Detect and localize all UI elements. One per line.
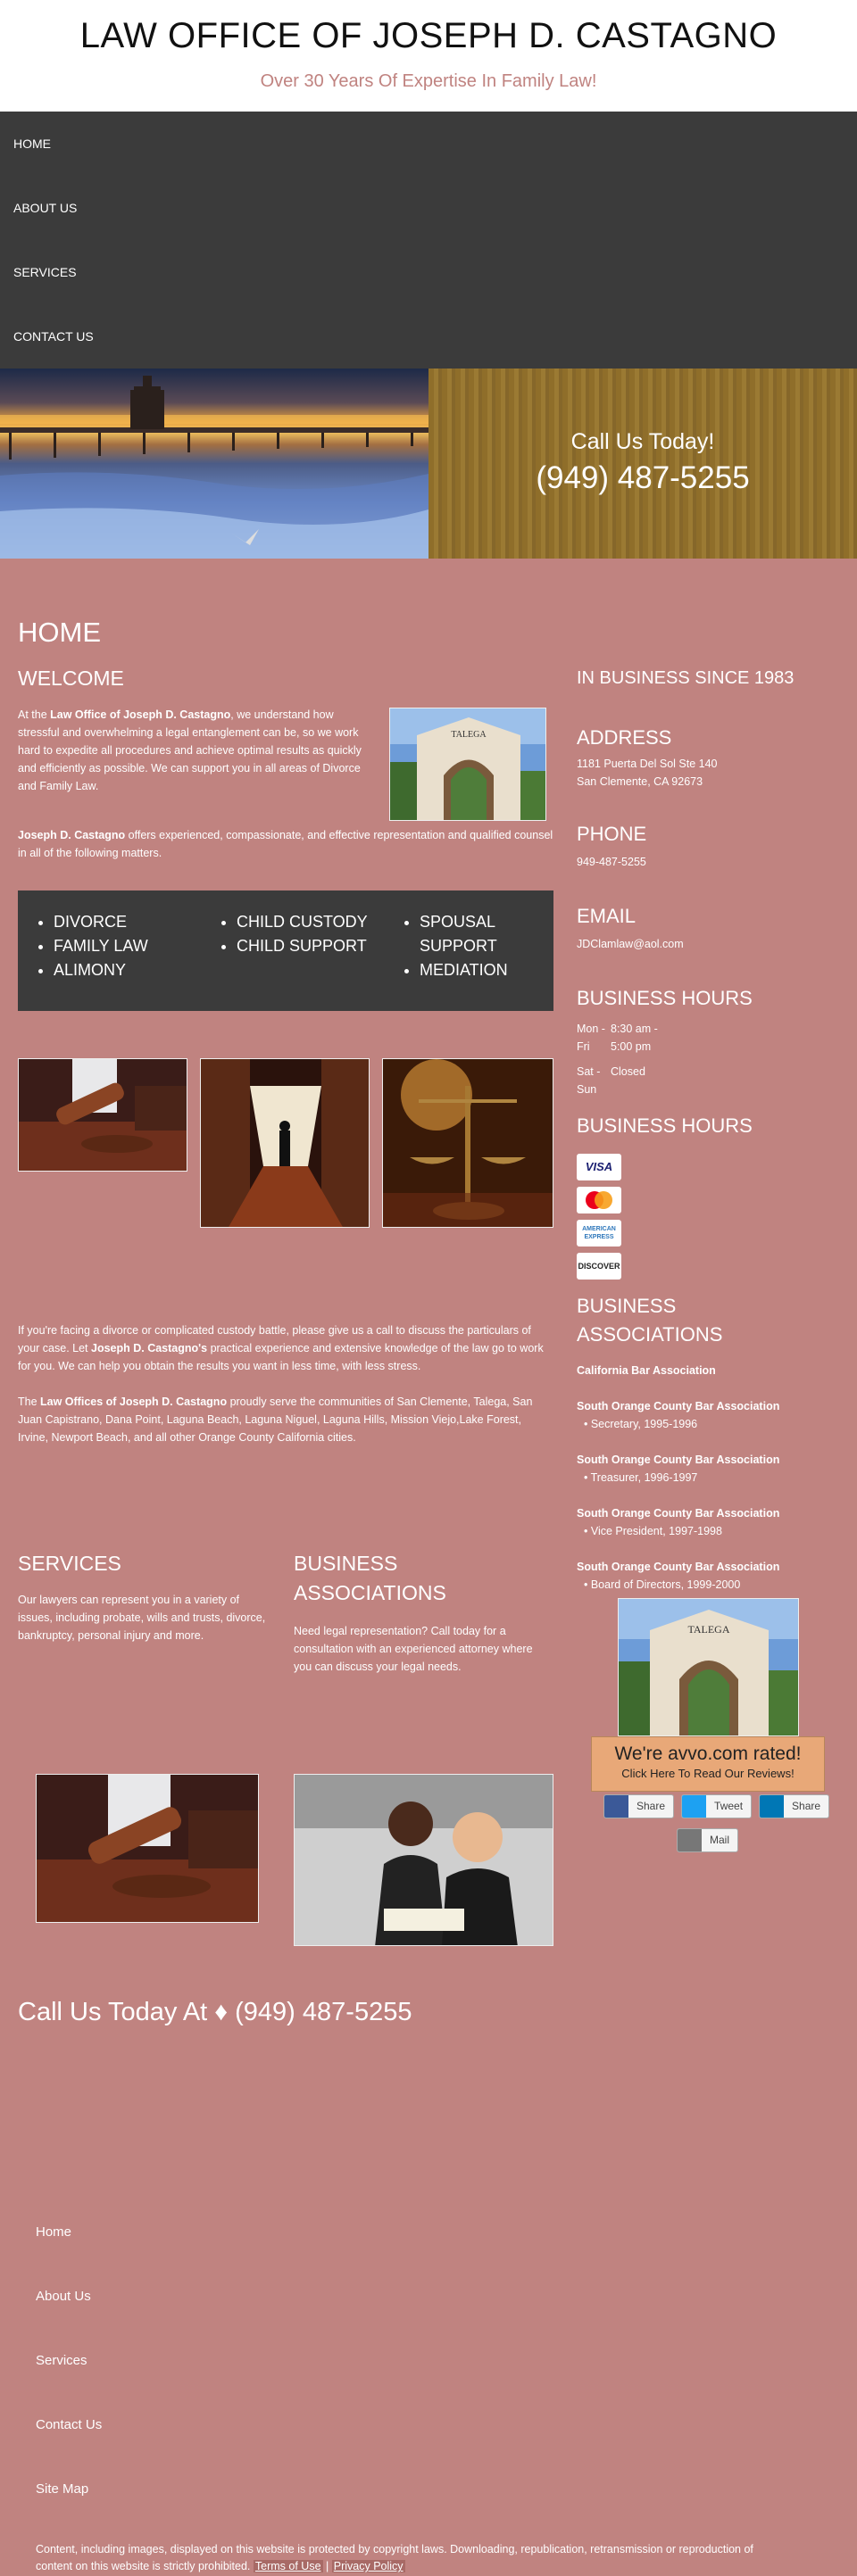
sidebar-phone[interactable]: 949-487-5255	[577, 856, 646, 868]
call-us-banner[interactable]: Call Us Today At ♦ (949) 487-5255	[18, 1998, 412, 2026]
mastercard-icon	[577, 1187, 621, 1213]
lawyers-photo	[294, 1774, 553, 1946]
site-header	[0, 0, 857, 112]
talega-sign-text: TALEGA	[451, 730, 487, 740]
associations-text: Need legal representation? Call today for a consultation with an experienced attorney where you can discuss your legal needs.	[294, 1625, 533, 1673]
address-block: 1181 Puerta Del Sol Ste 140 San Clemente, CA 92673	[577, 758, 718, 788]
law-library-photo	[200, 1058, 370, 1228]
amex-icon: AMERICAN EXPRESS	[577, 1220, 621, 1247]
facebook-share-button[interactable]: Share	[603, 1794, 674, 1818]
phone-heading: PHONE	[577, 823, 647, 845]
welcome-heading: WELCOME	[18, 667, 124, 690]
practice-list-3	[402, 910, 527, 1011]
footer-nav	[0, 2200, 857, 2522]
gavel-photo	[18, 1058, 187, 1172]
share-buttons	[603, 1794, 829, 1818]
payment-cards	[577, 1154, 621, 1286]
linkedin-icon	[760, 1795, 784, 1818]
nav-about[interactable]: ABOUT US	[13, 201, 78, 215]
associations-heading: BUSINESS ASSOCIATIONS	[294, 1552, 446, 1605]
hours-row: Sat - Sun Closed	[577, 1065, 645, 1096]
hours-heading-2: BUSINESS HOURS	[577, 1114, 753, 1137]
castagno-paragraph: Joseph D. Castagno offers experienced, compassionate, and effective representation and qualified counsel in all of the following matters.	[18, 829, 553, 859]
hours-heading: BUSINESS HOURS	[577, 987, 753, 1009]
association-item: South Orange County Bar Association • Board of Directors, 1999-2000	[577, 1561, 780, 1591]
nav-services[interactable]: SERVICES	[13, 265, 77, 279]
welcome-paragraph: At the Law Office of Joseph D. Castagno, we understand how stressful and overwhelming a legal entanglement can be, so we work hard to expedite all procedures and achieve optimal results as quickly and efficiently as possible. We can support you in all areas of Divorce and Family Law.	[18, 708, 362, 792]
practice-list-1	[36, 910, 219, 1011]
main-nav	[0, 112, 857, 369]
twitter-tweet-button[interactable]: Tweet	[681, 1794, 752, 1818]
mail-share-button[interactable]: Mail	[677, 1828, 738, 1852]
call-us-panel	[428, 369, 857, 559]
footer-sitemap[interactable]: Site Map	[36, 2481, 89, 2497]
hero-banner	[0, 369, 857, 559]
services-heading: SERVICES	[18, 1552, 121, 1575]
email-heading: EMAIL	[577, 905, 637, 927]
footer-home[interactable]: Home	[36, 2224, 72, 2240]
page-title: HOME	[18, 617, 101, 648]
site-tagline: Over 30 Years Of Expertise In Family Law!	[260, 71, 597, 91]
footer-about[interactable]: About Us	[36, 2289, 91, 2304]
association-item: South Orange County Bar Association • Treasurer, 1996-1997	[577, 1454, 780, 1484]
since-heading: IN BUSINESS SINCE 1983	[577, 668, 795, 688]
communities-paragraph: The Law Offices of Joseph D. Castagno proudly serve the communities of San Clemente, Talega, San Juan Capistrano, Dana Point, Laguna Beach, Laguna Niguel, Laguna Hills, Mission Viejo,Lake Forest, Irvine, Newport Beach, and all other Orange County California cities.	[18, 1396, 533, 1444]
discover-icon: DISCOVER	[577, 1253, 621, 1280]
hours-table	[577, 1020, 675, 1098]
copyright-notice: Content, including images, displayed on this website is protected by copyright laws. Downloading, republication, retransmission or reproduction of content on this website is strictly prohibited. Terms of Use | Privacy Policy	[36, 2543, 753, 2573]
scales-of-justice-photo	[382, 1058, 553, 1228]
association-item: California Bar Association	[577, 1364, 716, 1377]
hero-phone[interactable]: (949) 487-5255	[536, 460, 750, 495]
visa-icon: VISA	[577, 1154, 621, 1180]
practice-item: • SPOUSAL SUPPORT	[420, 910, 527, 958]
talega-sign-text-2: TALEGA	[687, 1623, 730, 1636]
avvo-subtitle: Click Here To Read Our Reviews!	[621, 1767, 795, 1781]
terms-link[interactable]: Terms of Use	[254, 2560, 321, 2573]
linkedin-share-button[interactable]: Share	[759, 1794, 829, 1818]
facebook-icon	[604, 1795, 628, 1818]
avvo-badge[interactable]	[591, 1736, 825, 1792]
mail-icon	[678, 1829, 702, 1851]
pier-illustration	[0, 369, 428, 559]
sidebar-associations-heading: BUSINESS ASSOCIATIONS	[577, 1295, 723, 1346]
twitter-icon	[682, 1795, 706, 1818]
nav-home[interactable]: HOME	[13, 137, 51, 151]
hours-row: Mon - Fri 8:30 am - 5:00 pm	[577, 1023, 658, 1053]
talega-arch-photo-2	[618, 1598, 799, 1736]
footer-services[interactable]: Services	[36, 2353, 87, 2368]
nav-contact[interactable]: CONTACT US	[13, 329, 94, 344]
footer-contact[interactable]: Contact Us	[36, 2417, 103, 2432]
association-list	[577, 1362, 818, 1594]
practice-item: • MEDIATION	[420, 958, 527, 982]
services-text: Our lawyers can represent you in a variety of issues, including probate, wills and trusts, divorce, bankruptcy, personal injury and more.	[18, 1594, 266, 1642]
address-heading: ADDRESS	[577, 726, 672, 749]
site-title: LAW OFFICE OF JOSEPH D. CASTAGNO	[79, 16, 778, 55]
association-item: South Orange County Bar Association • Secretary, 1995-1996	[577, 1400, 780, 1430]
practice-item: • ALIMONY	[54, 958, 219, 982]
gavel-photo-2	[36, 1774, 259, 1923]
practice-list-2	[219, 910, 402, 1011]
pier-photo	[0, 369, 428, 559]
call-us-label: Call Us Today!	[570, 429, 715, 454]
practice-item: • CHILD CUSTODY	[237, 910, 402, 934]
main-content	[0, 559, 857, 2200]
divorce-paragraph: If you're facing a divorce or complicated custody battle, please give us a call to discuss the particulars of your case. Let Joseph D. Castagno's practical experience and extensive knowledge of the law go to work for you. We can help you obtain the results you want in less time, with less stress.	[18, 1324, 544, 1372]
practice-item: • DIVORCE	[54, 910, 219, 934]
avvo-title: We're avvo.com rated!	[614, 1744, 802, 1764]
talega-arch-photo	[389, 708, 546, 821]
practice-areas-box	[18, 890, 553, 1011]
privacy-link[interactable]: Privacy Policy	[333, 2560, 404, 2573]
association-item: South Orange County Bar Association • Vice President, 1997-1998	[577, 1507, 780, 1537]
practice-item: • CHILD SUPPORT	[237, 934, 402, 958]
practice-item: • FAMILY LAW	[54, 934, 219, 958]
sidebar-email[interactable]: JDClamlaw@aol.com	[577, 938, 684, 950]
